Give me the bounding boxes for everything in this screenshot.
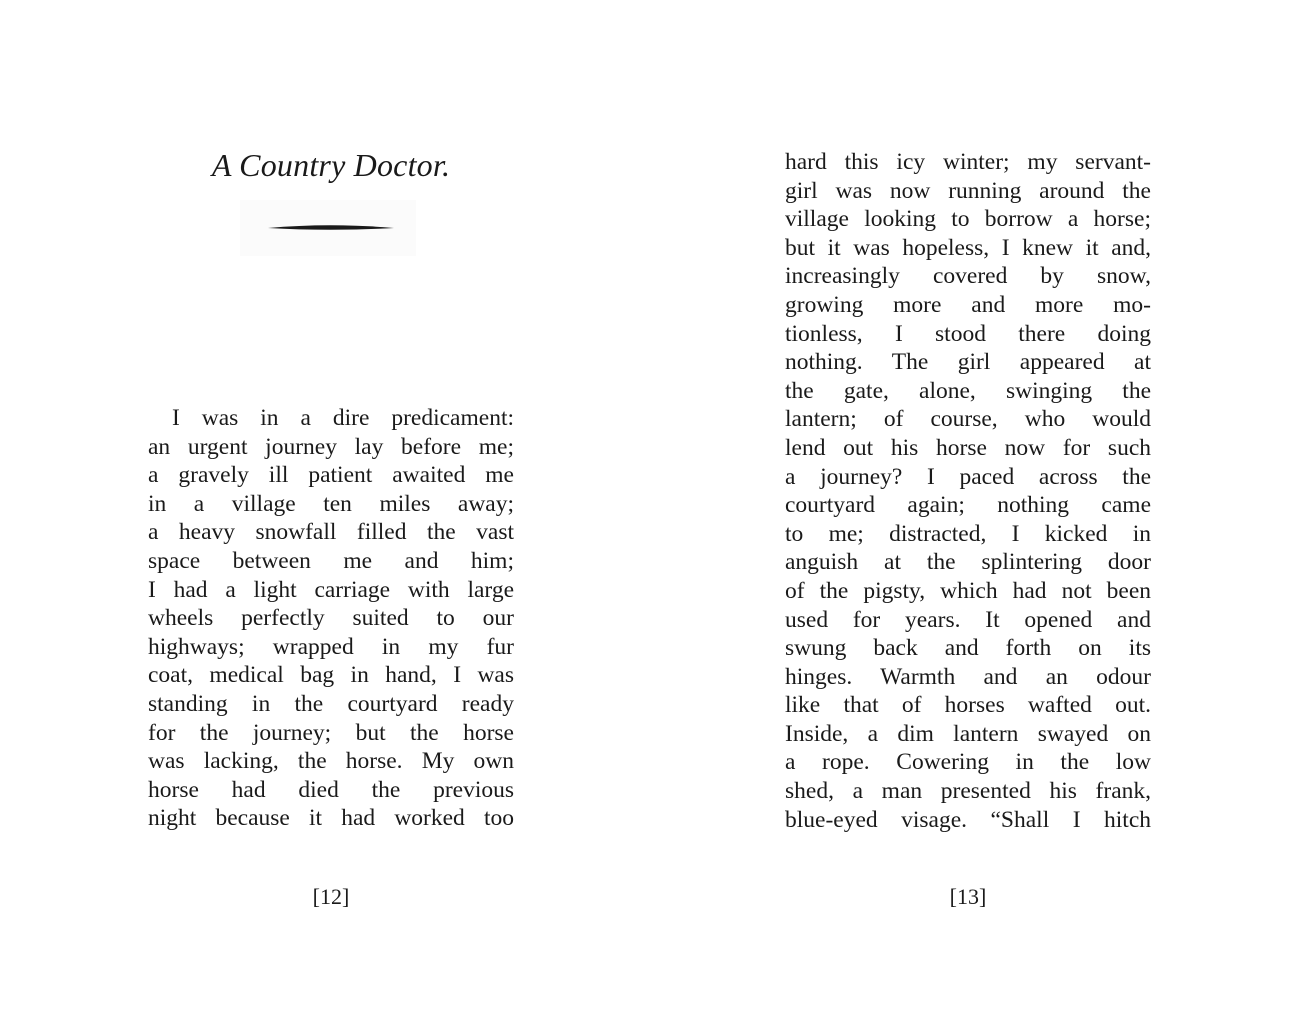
text-line: but it was hopeless, I knew it and, [785, 234, 1151, 261]
text-line: tionless, I stood there doing [785, 320, 1151, 347]
text-line: a rope. Cowering in the low [785, 749, 1151, 776]
text-line: an urgent journey lay before me; [148, 433, 514, 460]
right-page-text [785, 148, 1151, 834]
chapter-title: A Country Doctor. [211, 147, 451, 183]
text-line: horse had died the previous [148, 776, 514, 803]
text-line: was lacking, the horse. My own [148, 748, 514, 775]
text-line: a heavy snowfall filled the vast [148, 519, 514, 546]
text-line: lend out his horse now for such [785, 434, 1151, 461]
text-line: night because it had worked too [148, 805, 514, 832]
right-page [649, 0, 1299, 1028]
text-line: the gate, alone, swinging the [785, 377, 1151, 404]
text-line: I had a light carriage with large [148, 576, 514, 603]
text-line: coat, medical bag in hand, I was [148, 662, 514, 689]
text-line: girl was now running around the [785, 177, 1151, 204]
page-number-left: [12] [312, 884, 350, 909]
text-line: highways; wrapped in my fur [148, 633, 514, 660]
text-line: of the pigsty, which had not been [785, 577, 1151, 604]
text-line: shed, a man presented his frank, [785, 778, 1151, 805]
page-number-right: [13] [949, 884, 987, 909]
text-line: wheels perfectly suited to our [148, 605, 514, 632]
text-line: standing in the courtyard ready [148, 690, 514, 717]
text-line: increasingly covered by snow, [785, 263, 1151, 290]
ornament-swash-icon [240, 200, 416, 256]
text-line: I was in a dire predicament: [172, 405, 514, 431]
text-line: courtyard again; nothing came [785, 492, 1151, 519]
horizontal-rule-ornament [240, 200, 416, 256]
left-page-text [148, 404, 514, 833]
text-line: in a village ten miles away; [148, 490, 514, 517]
text-line: hinges. Warmth and an odour [785, 663, 1151, 690]
left-page [0, 0, 649, 1028]
text-line: like that of horses wafted out. [785, 692, 1151, 719]
text-line: a gravely ill patient awaited me [148, 462, 514, 489]
text-line: village looking to borrow a horse; [785, 206, 1151, 233]
text-line: hard this icy winter; my servant- [785, 149, 1151, 175]
text-line: growing more and more mo- [785, 291, 1151, 318]
text-line: blue-eyed visage. “Shall I hitch [785, 806, 1151, 833]
text-line: lantern; of course, who would [785, 406, 1151, 433]
text-line: Inside, a dim lantern swayed on [785, 720, 1151, 747]
text-line: space between me and him; [148, 547, 514, 574]
text-line: used for years. It opened and [785, 606, 1151, 633]
text-line: anguish at the splintering door [785, 549, 1151, 576]
text-line: nothing. The girl appeared at [785, 349, 1151, 376]
text-line: to me; distracted, I kicked in [785, 520, 1151, 547]
text-line: for the journey; but the horse [148, 719, 514, 746]
text-line: a journey? I paced across the [785, 463, 1151, 490]
text-line: swung back and forth on its [785, 635, 1151, 662]
